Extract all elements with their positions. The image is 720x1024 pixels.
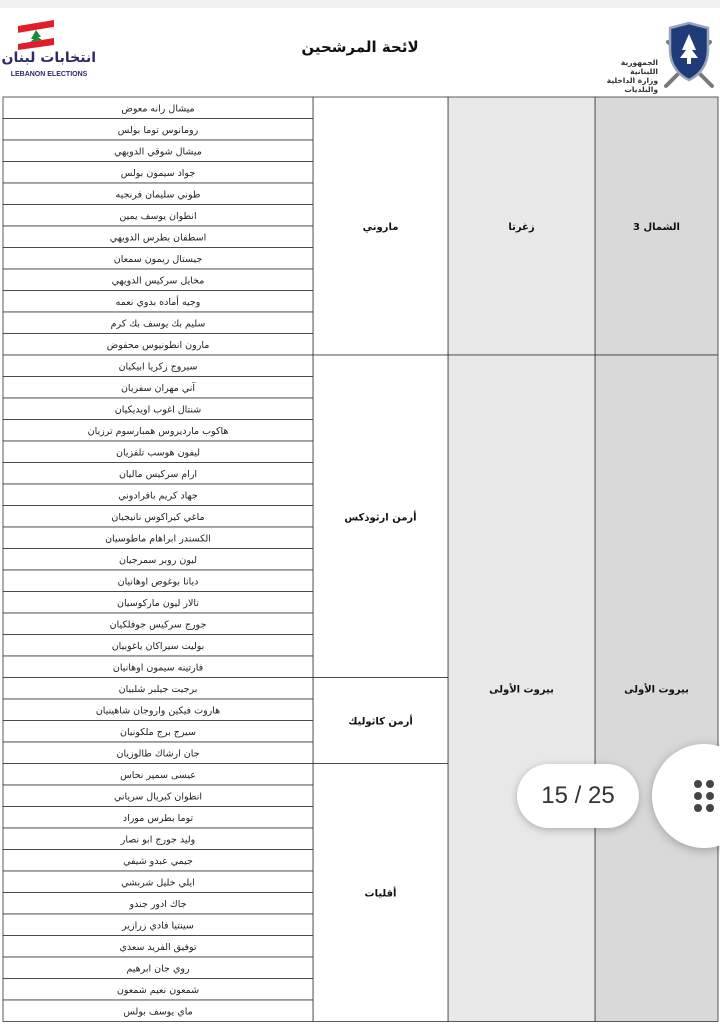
candidate-name: اسطفان بطرس الدويهي — [109, 232, 207, 244]
menu-dot — [706, 804, 714, 812]
candidate-name: ليون روبر سمرجيان — [118, 555, 198, 566]
candidate-name: شنتال اغوب اويديكيان — [114, 404, 202, 416]
candidate-name: برجيت جيلبر شلبيان — [118, 684, 198, 695]
candidate-name: الكسندر ابراهام ماطوسيان — [105, 533, 211, 545]
logo-arabic-text: انتخابات لبنان — [1, 50, 96, 66]
sect-label: أرمن ارثوذكس — [344, 512, 417, 524]
menu-dot — [706, 792, 714, 800]
candidate-name: جورج سركيس جوفلكيان — [109, 619, 207, 631]
candidate-name: ايلي خليل شربشي — [121, 877, 195, 889]
candidate-name: ماغي كيراكوس نانيجيان — [111, 512, 205, 523]
candidate-name: ارام سركيس ماليان — [118, 469, 198, 480]
candidate-name: رومانوس توما بولس — [117, 125, 199, 136]
candidate-name: جاك ادور جندو — [129, 899, 187, 910]
menu-dot — [694, 804, 702, 812]
candidate-name: ميشال شوقي الدويهي — [114, 146, 202, 158]
district-label: بيروت الأولى — [489, 684, 554, 696]
page-title: لائحة المرشحين — [301, 38, 419, 56]
candidate-name: مارون انطونيوس محفوض — [106, 340, 210, 351]
document-page — [0, 8, 720, 1024]
ministry-line-3: والبلديات — [624, 85, 658, 94]
candidate-name: جواد سيمون بولس — [120, 168, 196, 179]
candidate-name: وليد جورج ابو نصار — [120, 834, 196, 846]
candidate-name: طوني سليمان فرنجيه — [115, 189, 201, 201]
candidate-name: آني مهران سفريان — [120, 383, 196, 394]
candidate-name: وجيه أماده بدوي نعمه — [115, 297, 201, 308]
candidate-name: روي جان ابرهيم — [126, 963, 190, 975]
viewer-top-bar — [0, 0, 720, 8]
candidate-name: هاروت فيكين واروجان شاهينيان — [95, 705, 221, 717]
sect-label: أرمن كاثوليك — [348, 716, 413, 728]
candidate-name: جيستال ريمون سمعان — [113, 254, 203, 265]
candidate-name: سيرج برج ملكونيان — [119, 727, 197, 738]
candidate-name: ميشال رانه معوض — [121, 103, 195, 115]
logo-english-text: LEBANON ELECTIONS — [10, 71, 88, 78]
province-label: بيروت الأولى — [624, 684, 689, 696]
page-indicator[interactable]: 15 / 25 — [517, 764, 639, 828]
candidate-name: ماي يوسف بولس — [123, 1006, 193, 1018]
candidate-name: سينتيا فادي زرازير — [122, 920, 194, 932]
candidate-name: توفيق الفريد سعدي — [119, 942, 197, 953]
menu-dot — [706, 780, 714, 788]
menu-dot — [694, 792, 702, 800]
candidate-name: جيمي عبدو شيفي — [123, 856, 193, 867]
candidate-name: ديانا بوغوص اوهانيان — [117, 576, 199, 588]
candidate-name: شمعون نعيم شمعون — [116, 985, 200, 996]
ministry-line-1: الجمهورية اللبنانية — [620, 58, 658, 76]
menu-dot — [694, 780, 702, 788]
candidates-table — [0, 8, 720, 1024]
candidate-name: جان ارشاك طالوزيان — [116, 748, 200, 760]
candidate-name: فارتينه سيمون اوهانيان — [112, 662, 204, 674]
candidate-name: عيسى سمير نحاس — [120, 770, 196, 781]
candidate-name: جهاد كريم باقرادوني — [118, 490, 198, 502]
candidate-name: انطوان كبريال سرياني — [113, 791, 203, 803]
ministry-line-2: وزارة الداخلية — [606, 76, 658, 85]
candidate-name: مخايل سركيس الدويهي — [111, 275, 205, 287]
candidate-name: سليم بك يوسف بك كرم — [110, 318, 206, 330]
sect-label: ماروني — [362, 222, 399, 233]
candidate-name: بوليت سيراكان ياغوبيان — [111, 641, 205, 652]
candidate-name: توما بطرس موراد — [122, 813, 194, 824]
candidate-name: تالار ليون ماركوسيان — [117, 598, 199, 609]
candidate-name: سيروج زكريا ابيكيان — [118, 361, 198, 373]
district-label: زغرتا — [508, 222, 535, 233]
candidate-name: هاكوب ماردیروس همبارسوم ترزيان — [87, 426, 229, 437]
candidate-name: انطوان يوسف يمين — [119, 211, 197, 222]
sect-label: أقليات — [364, 888, 397, 900]
candidate-name: ليفون هوسب تلفزيان — [115, 447, 201, 459]
province-label: الشمال 3 — [633, 222, 680, 233]
